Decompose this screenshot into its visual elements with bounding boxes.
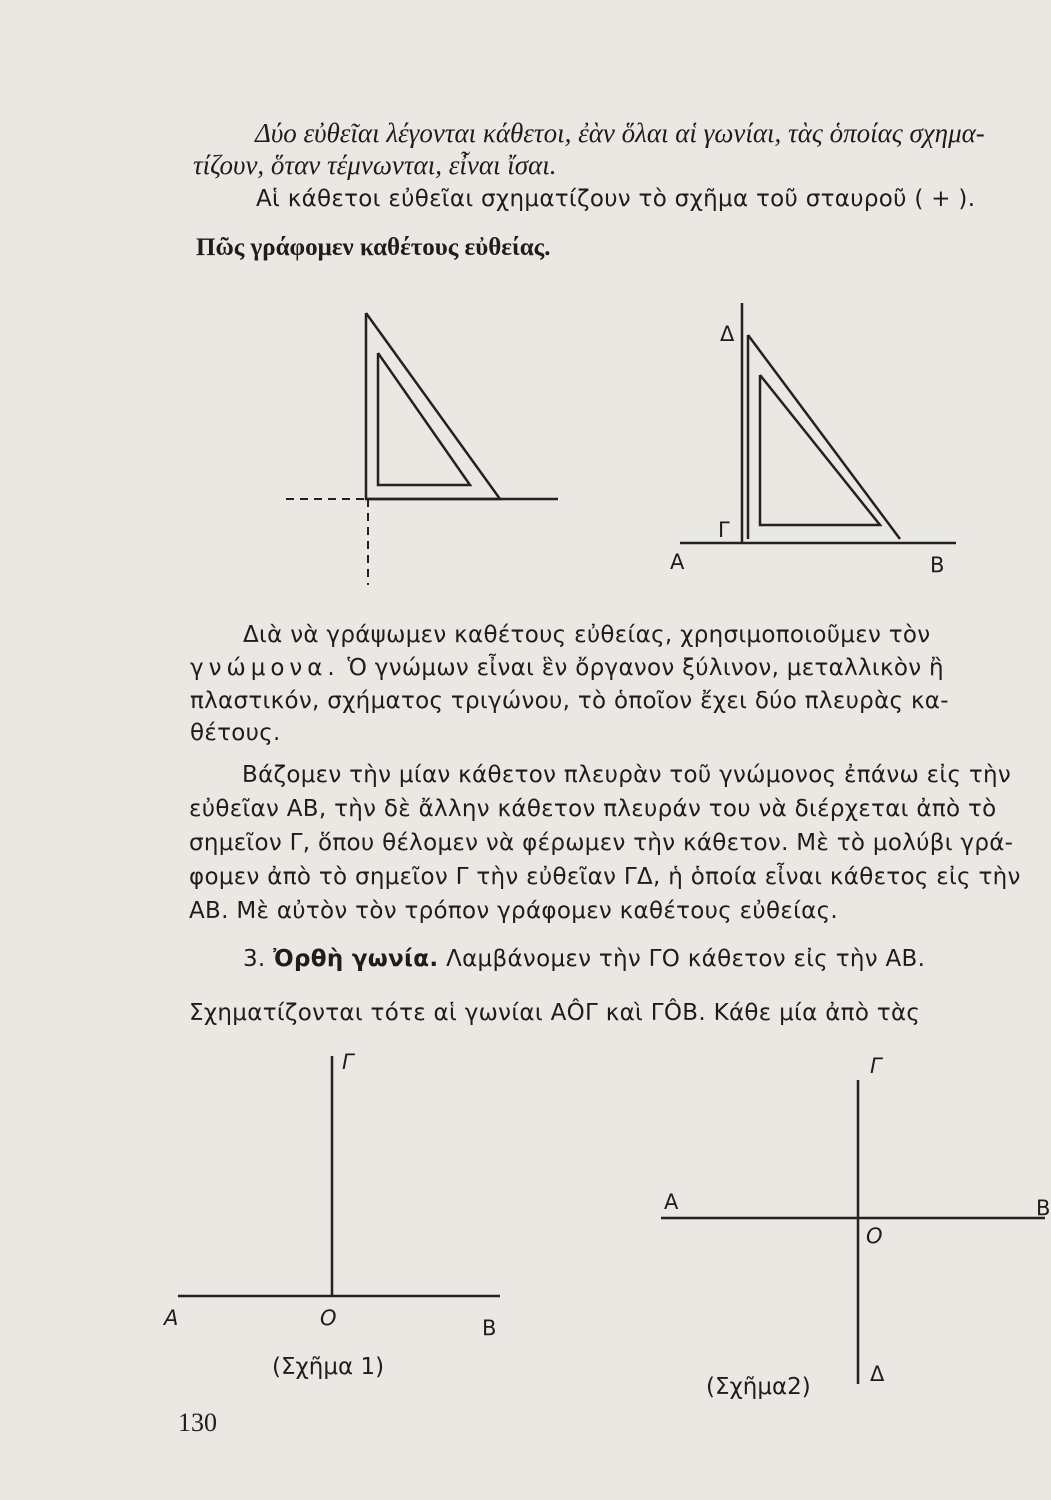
para2-line-3: σημεῖον Γ, ὅπου θέλομεν νὰ φέρωμεν τὴν κάθετον. Μὲ τὸ μολύβι γρά- bbox=[189, 830, 1014, 856]
para1-line-4: θέτους. bbox=[190, 720, 281, 746]
label-alpha-left: Α bbox=[670, 550, 685, 574]
fig2-label-alpha: Α bbox=[664, 1190, 679, 1214]
para1-line-3: πλαστικόν, σχήματος τριγώνου, τὸ ὁποῖον ἔχει δύο πλευρὰς κα- bbox=[190, 688, 949, 714]
section-heading: Πῶς γράφομεν καθέτους εὐθείας. bbox=[196, 234, 551, 261]
fig1-caption: (Σχῆμα 1) bbox=[272, 1354, 385, 1380]
para1-line-1: Διὰ νὰ γράψωμεν καθέτους εὐθείας, χρησιμοποιοῦμεν τὸν bbox=[243, 622, 931, 648]
para2-line-5: ΑΒ. Μὲ αὐτὸν τὸν τρόπον γράφομεν καθέτους εὐθείας. bbox=[189, 898, 839, 924]
fig1-label-omicron: Ο bbox=[320, 1306, 337, 1330]
definition-line-3: Αἱ κάθετοι εὐθεῖαι σχηματίζουν τὸ σχῆμα τοῦ σταυροῦ ( + ). bbox=[256, 186, 976, 212]
figure-1-right-angle bbox=[170, 1050, 510, 1320]
para2-line-2: εὐθεῖαν ΑΒ, τὴν δὲ ἄλλην κάθετον πλευράν του νὰ διέρχεται ἀπὸ τὸ bbox=[189, 796, 997, 822]
set-square-figure-right bbox=[660, 295, 980, 565]
fig2-label-delta: Δ bbox=[870, 1362, 885, 1386]
page-number: 130 bbox=[178, 1408, 217, 1437]
section-title-right-angle: Ὀρθὴ γωνία. bbox=[273, 946, 439, 972]
definition-line-1: Δύο εὐθεῖαι λέγονται κάθετοι, ἐὰν ὅλαι αἱ γωνίαι, τὰς ὁποίας σχημα- bbox=[255, 118, 985, 148]
set-square-figure-left bbox=[270, 295, 570, 595]
label-beta-right: Β bbox=[930, 553, 945, 577]
label-delta-top: Δ bbox=[720, 322, 735, 346]
para2-line-4: φομεν ἀπὸ τὸ σημεῖον Γ τὴν εὐθεῖαν ΓΔ, ἡ ὁποία εἶναι κάθετος εἰς τὴν bbox=[189, 864, 1021, 890]
label-gamma-corner: Γ bbox=[718, 518, 730, 542]
para2-line-1: Βάζομεν τὴν μίαν κάθετον πλευρὰν τοῦ γνώμονος ἐπάνω εἰς τὴν bbox=[242, 762, 1012, 788]
fig1-label-alpha: Α bbox=[164, 1306, 179, 1330]
para3-line-2: Σχηματίζονται τότε αἱ γωνίαι ΑÔΓ καὶ ΓÔΒ. Κάθε μία ἀπὸ τὰς bbox=[189, 1000, 921, 1026]
term-gnomon: γνώμονα. bbox=[190, 655, 340, 681]
figure-2-perpendicular-cross bbox=[655, 1060, 1051, 1400]
fig1-label-beta: Β bbox=[482, 1316, 497, 1340]
para1-line-2 bbox=[190, 655, 944, 681]
fig2-label-gamma: Γ bbox=[870, 1054, 882, 1078]
para1-line-2-rest: Ὁ γνώμων εἶναι ἓν ὄργανον ξύλινον, μεταλλικὸν ἢ bbox=[339, 655, 944, 681]
fig2-caption: (Σχῆμα2) bbox=[706, 1374, 811, 1400]
para3-line-1 bbox=[243, 946, 925, 972]
fig2-label-omicron: Ο bbox=[866, 1224, 883, 1248]
definition-line-2: τίζουν, ὅταν τέμνωνται, εἶναι ἴσαι. bbox=[193, 150, 557, 180]
fig1-label-gamma: Γ bbox=[342, 1050, 354, 1074]
section-number: 3. bbox=[243, 946, 266, 972]
fig2-label-beta: Β bbox=[1036, 1196, 1051, 1220]
para3-line-1-rest: Λαμβάνομεν τὴν ΓΟ κάθετον εἰς τὴν ΑΒ. bbox=[438, 946, 926, 972]
